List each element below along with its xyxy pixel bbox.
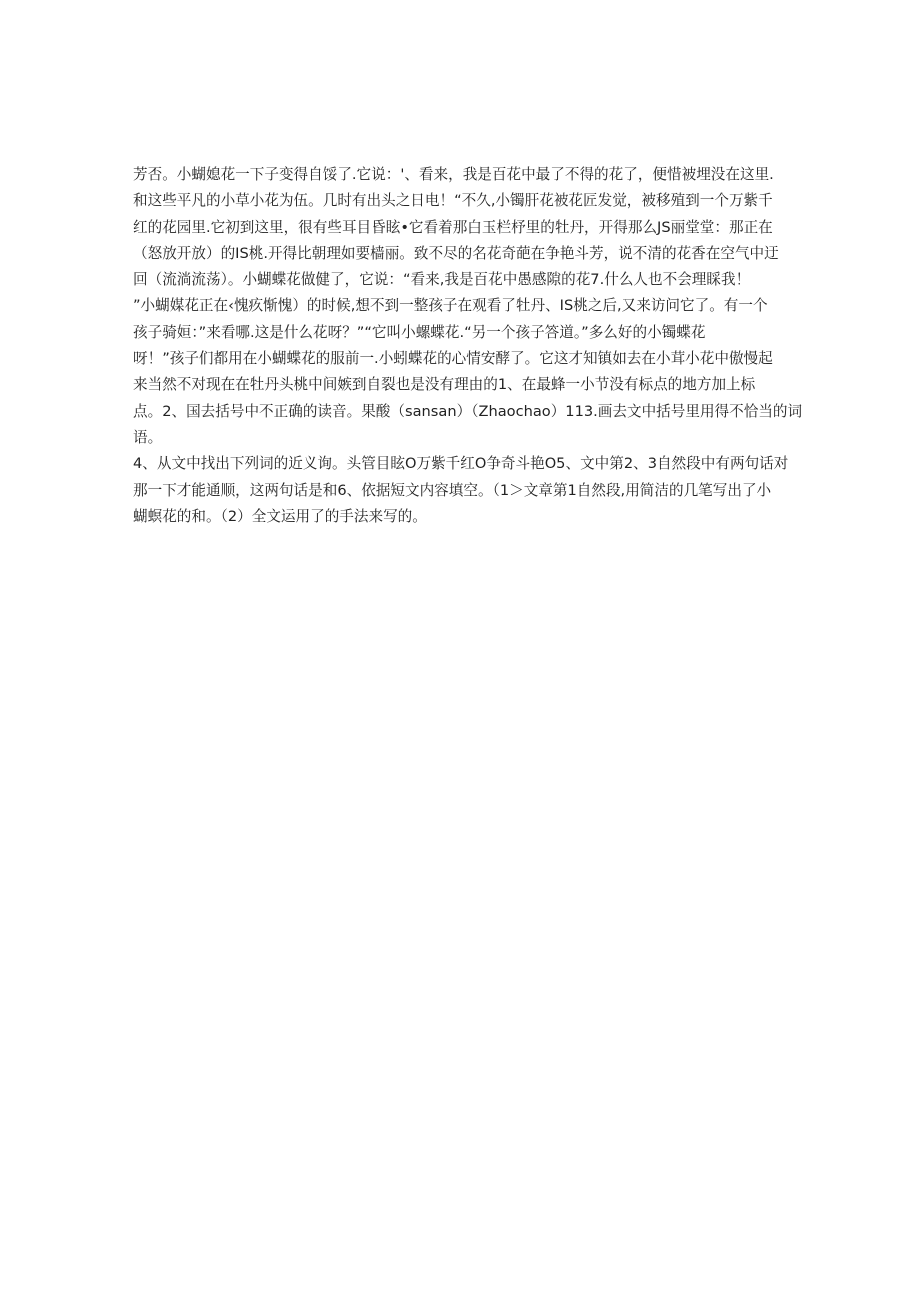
text-line-1: 芳否。小蝴媳花一下子变得自馁了.它说：'、看来，我是百花中最了不得的花了，便惜被埋没在这里. <box>133 166 774 183</box>
body-text <box>133 162 803 530</box>
text-line-8: 呀！”孩子们都用在小蝴蝶花的服前一.小蚓蝶花的心情安酵了。它这才知镇如去在小茸小花中傲慢起 <box>133 350 773 368</box>
text-line-2: 和这些平凡的小草小花为伍。几时有出头之日电！“不久,小镯肝花被花匠发觉，被移殖到一个万紫千 <box>133 192 773 210</box>
text-line-13: 那一下才能通顺，这两句话是和6、依据短文内容填空。（1＞文章第1自然段,用简洁的几笔写出了小 <box>133 481 772 499</box>
text-line-4: （怒放开放）的IS桃.开得比朝理如要樯丽。致不尽的名花奇葩在争艳斗芳，说不清的花香在空气中迂 <box>133 244 779 262</box>
text-line-14: 蝴螟花的和。（2）全文运用了的手法来写的。 <box>133 507 427 525</box>
text-line-12: 4、从文中找出下列词的近义询。头管目眩O万紫千红O争奇斗艳O5、文中第2、3自然段中有两句话对 <box>133 455 789 473</box>
text-line-10: 点。2、国去括号中不正确的读音。果酸（sansan）（Zhaochao）113.画去文中括号里用得不恰当的词 <box>133 402 803 420</box>
text-line-3: 红的花园里.它初到这里，很有些耳目昏眩•它看着那白玉栏杼里的牡丹，开得那么JS丽堂堂：那正在 <box>133 218 773 236</box>
text-line-6: ”小蝴媒花正在‹愧疚惭愧）的时候,想不到一整孩子在观看了牡丹、IS桃之后,又来访问它了。有一个 <box>133 297 768 315</box>
text-line-9: 来当然不对现在在牡丹头桃中间嫉到自裂也是没有理由的1、在最蜂一小节没有标点的地方加上标 <box>133 376 756 394</box>
text-line-7: 孩子骑姮：”来看哪.这是什么花呀？”“它叫小螺蝶花.“另一个孩子答道。”多么好的小镯蝶花 <box>133 323 706 341</box>
text-line-5: 回（流淌流荡）。小蝴蝶花做健了，它说：“看来,我是百花中愚感隙的花7.什么人也不会理睬我！ <box>133 271 751 289</box>
text-line-11: 语。 <box>133 428 163 446</box>
